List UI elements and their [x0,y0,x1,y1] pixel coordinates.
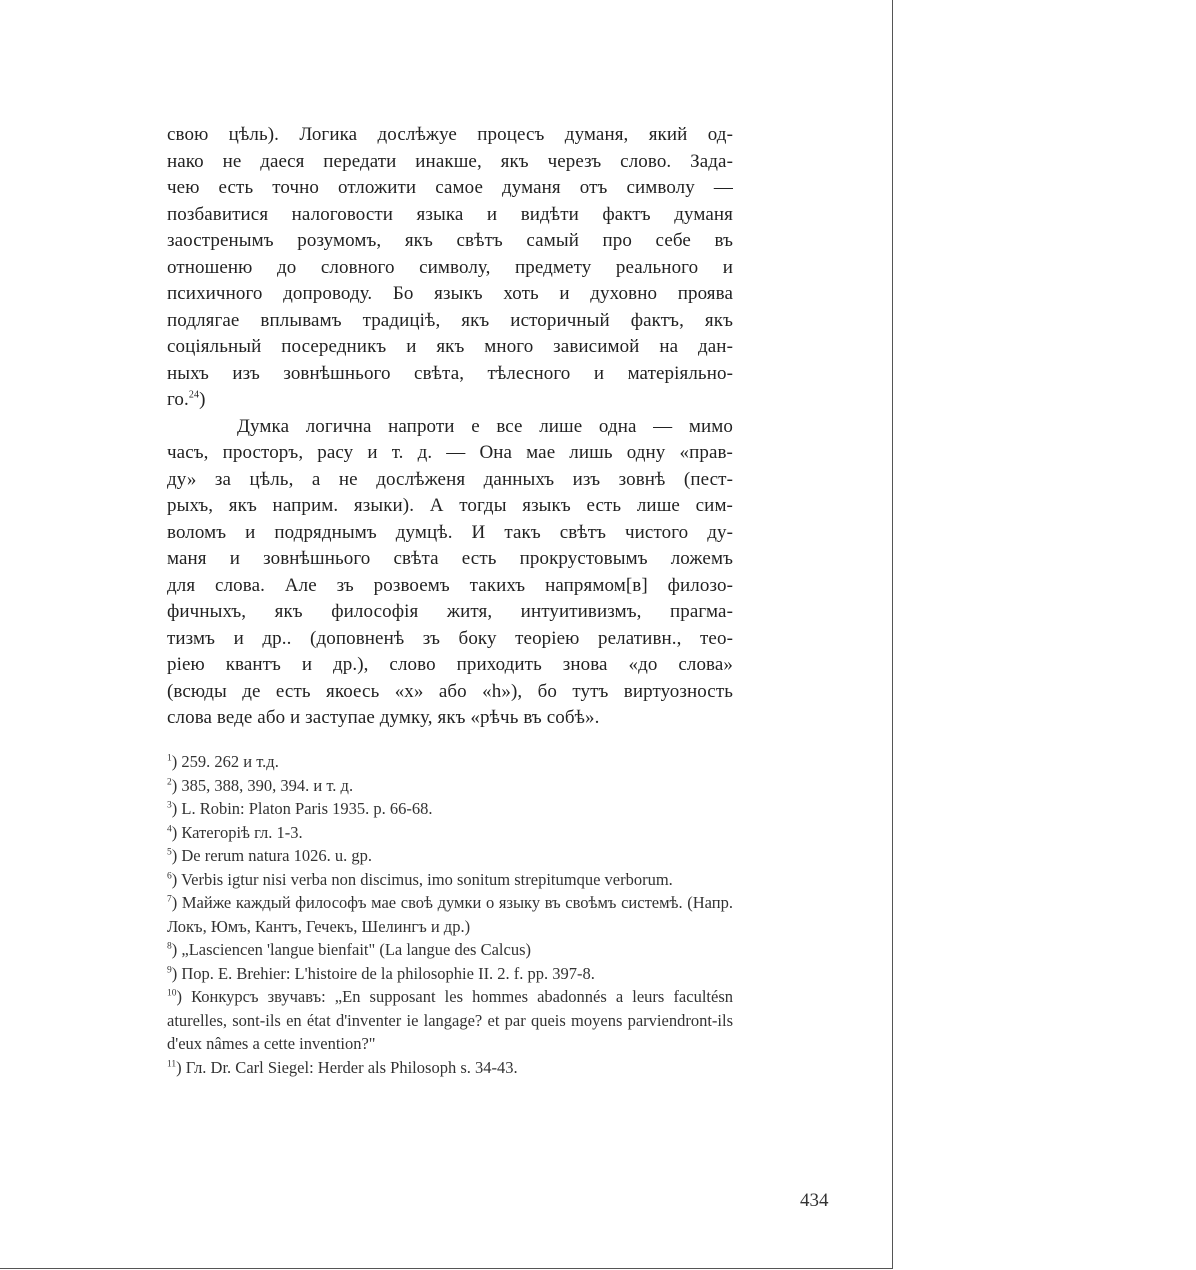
page-number: 434 [800,1190,829,1211]
text-line: психичного допроводу. Бо языкъ хоть и духовно проява [167,283,733,304]
footnote-ref: 24 [188,389,200,401]
footnote-text: ) Пор. E. Brehier: L'histoire de la philosophie II. 2. f. pp. 397-8. [171,963,595,983]
text-line: чею есть точно отложити самое думаня отъ символу — [167,177,733,198]
text-line: ріею квантъ и др.), слово приходить знова «до слова» [167,654,733,675]
text-line: заостренымъ розумомъ, якъ свѣтъ самый про себе въ [167,230,733,251]
footnote-number: 1 [167,753,172,764]
text-line: нако не дaeся передати инакше, якъ черезъ слово. Зада- [167,150,733,172]
footnote-number: 6 [167,871,172,881]
text-line: для слова. Але зъ розвоемъ такихъ напрямом[в] филозо- [167,574,733,596]
footnote-number: 8 [167,941,172,952]
footnote [167,821,733,845]
footnote-text: ) Майже каждый философъ мае своѣ думки о языку въ своѣмъ системѣ. (Напр. Локъ, Юмъ, Кантъ, Гечекъ, Шелингъ и др.) [167,893,733,936]
footnote-number: 9 [167,965,172,975]
footnote-number: 11 [167,1059,177,1069]
line-end-text: го. [167,389,189,410]
footnote-number: 2 [167,777,172,787]
text-line: воломъ и подряднымъ думцѣ. И такъ свѣтъ чистого ду- [167,521,733,543]
text-line: рыхъ, якъ наприм. языки). А тогды языкъ есть лише сим- [167,495,733,516]
footnote-text: ) Категоріѣ гл. 1-3. [171,822,303,842]
text-line: маня и зовнѣшнього свѣта есть прокрустовымъ ложемъ [167,548,733,569]
footnote-number: 4 [167,824,172,834]
text-line-end [167,387,733,414]
text-line: часъ, просторъ, расу и т. д. — Она мае лишь одну «прав- [167,442,733,463]
main-text [167,122,733,732]
footnote [167,868,733,892]
text-line: Думка логична напроти е все лише одна — мимо [237,415,733,437]
footnote [167,797,733,821]
text-line: отношеню до словного символу, предмету реального и [167,256,733,278]
text-line: слова веде або и заступае думку, якъ «рѣчь въ собѣ». [167,707,600,728]
footnote-number: 5 [167,847,172,858]
footnote-number: 7 [167,894,172,905]
footnote-number: 3 [167,800,172,811]
footnote [167,891,733,938]
text-line: ду» за цѣль, а не дослѣженя данныхъ изъ зовнѣ (пест- [167,468,733,490]
footnote-text: ) De rerum natura 1026. u. gp. [171,846,372,865]
text-line: соціяльный посередникъ и якъ много зависимой на дан- [167,336,733,357]
text-line: тизмъ и др.. (доповненѣ зъ боку теоріею релативн., тео- [167,627,733,649]
footnote [167,844,733,868]
footnote-text: ) Гл. Dr. Carl Siegel: Herder als Philosoph s. 34-43. [176,1057,518,1077]
footnote-text: ) 259. 262 и т.д. [171,752,279,771]
footnote [167,938,733,962]
footnote-text: ) „Lasciencen 'langue bienfait" (La langue des Calcus) [171,940,532,959]
footnote-text: ) 385, 388, 390, 394. и т. д. [171,775,354,795]
footnote [167,1056,733,1080]
footnote-number: 10 [167,988,177,999]
footnote-text: ) Конкурсъ звучавъ: „En supposant les hommes abadonnés a leurs facultésn aturelles, sont-ils en état d'inventer ie langage? et par queis moyens parviendront-ils d'eux nâmes a cette invention?" [167,987,733,1053]
footnote [167,962,733,986]
text-line: подлягае вплывамъ традиціѣ, якъ историчный фактъ, якъ [167,309,733,331]
footnote-text: ) Verbis igtur nisi verba non discimus, imo sonitum strepitumque verborum. [171,869,673,889]
text-line: свою цѣль). Логика дослѣжуе процесъ думаня, який од- [167,124,733,145]
footnote [167,774,733,798]
line-end-tail: ) [199,389,206,410]
footnote-text: ) L. Robin: Platon Paris 1935. p. 66-68. [171,799,433,818]
text-line: ныхъ изъ зовнѣшнього свѣта, тѣлесного и матеріяльно- [167,362,733,384]
footnote [167,750,733,774]
text-line: фичныхъ, якъ философія житя, интуитивизмъ, прагма- [167,601,733,622]
text-line: позбавитися налоговости языка и видѣти фактъ думаня [167,203,733,225]
footnote [167,985,733,1056]
footnotes [167,750,733,1079]
text-line: (всюды де есть якоесь «х» або «h»), бо тутъ виртуозность [167,680,733,702]
